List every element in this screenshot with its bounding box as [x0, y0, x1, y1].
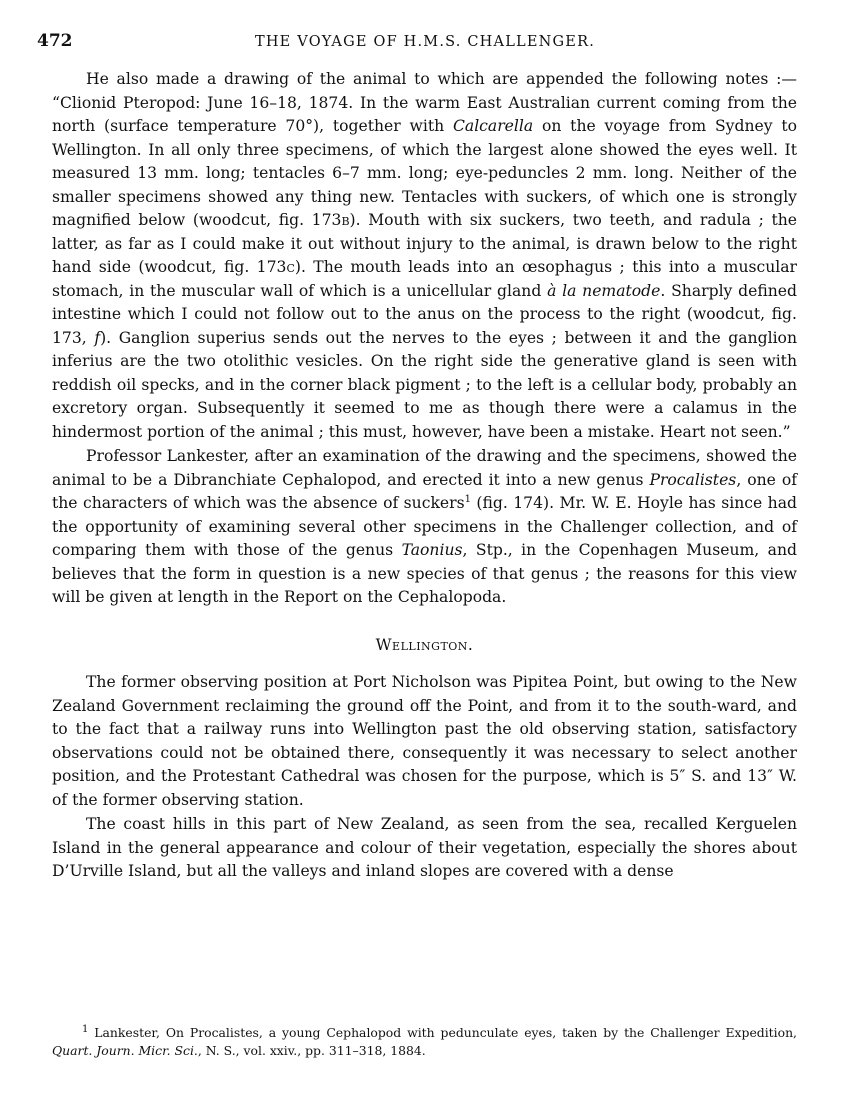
footnotes	[52, 1024, 797, 1060]
text-run: He also made a drawing of the animal to which are appended the following notes :— “Clionid Pteropod: June 16–18, 1874. In the warm East Australian current coming from the north (surface temperature 70°), together with	[52, 70, 797, 135]
italic-term: f	[94, 328, 101, 347]
page-body	[52, 68, 797, 884]
footnote-ref[interactable]: 1	[464, 493, 471, 505]
running-head: THE VOYAGE OF H.M.S. CHALLENGER.	[254, 34, 596, 50]
section-heading: Wellington.	[375, 635, 474, 654]
italic-term: Procalistes	[649, 470, 737, 489]
text-run: on the voyage from Sydney to Wellington. In all only three specimens, of which the largest alone showed the eyes well. It measured 13 mm. long; tentacles 6–7 mm. long; eye-peduncles 2 mm. long. Neither of the smaller specimens showed any thing new. Tentacles with suckers, of which one is strongly magnified below (woodcut, fig. 173	[52, 117, 797, 229]
paragraph-clionid-notes	[52, 68, 797, 444]
page-header	[37, 30, 813, 54]
paragraph-observing-position: The former observing position at Port Nicholson was Pipitea Point, but owing to the New Zealand Government reclaiming the ground off the Point, and from it to the south-ward, and to the fact that a railway runs into Wellington past the old observing station, satisfactory observations could not be obtained there, consequently it was necessary to select another position, and the Protestant Cathedral was chosen for the purpose, which is 5″ S. and 13″ W. of the former observing station.	[52, 673, 797, 809]
footnote-marker: 1	[82, 1023, 89, 1035]
footnote	[52, 1024, 797, 1060]
text-run: (fig. 174). Mr. W. E. Hoyle has since had the opportunity of examining several other specimens in the Challenger collection, and of comparing them with those of the genus	[52, 494, 797, 559]
text-run: ). Mouth with six suckers, two teeth, and radula ; the latter, as far as I could make it out without injury to the animal, is drawn below to the right hand side (woodcut, fig. 173	[52, 211, 797, 276]
text-run: Professor Lankester, after an examination of the drawing and the specimens, showed the animal to be a Dibranchiate Cephalopod, and erected it into a new genus	[52, 447, 797, 489]
text-run: , Stp., in the Copenhagen Museum, and believes that the form in question is a new species of that genus ; the reasons for this view will be given at length in the Report on the Cephalopoda.	[52, 541, 797, 606]
text-run: , one of the characters of which was the absence of suckers	[52, 470, 797, 512]
paragraph-lankester	[52, 445, 797, 610]
paragraph-coast-hills: The coast hills in this part of New Zealand, as seen from the sea, recalled Kerguelen Island in the general appearance and colour of their vegetation, especially the shores about D’Urville Island, but all the valleys and inland slopes are covered with a dense	[52, 815, 797, 880]
footnote-text: Lankester, On Procalistes, a young Cephalopod with pedunculate eyes, taken by the Challenger Expedition,	[88, 1025, 797, 1040]
text-run: . Sharply defined intestine which I could not follow out to the anus on the process to the right (woodcut, fig. 173,	[52, 281, 797, 347]
page-number: 472	[37, 31, 73, 51]
italic-term: Calcarella	[452, 117, 534, 135]
figure-letter: c	[286, 258, 295, 276]
italic-term: Taonius	[401, 541, 463, 559]
text-run: ). Ganglion superius sends out the nerves to the eyes ; between it and the ganglion inferius are the two otolithic vesicles. On the right side the generative gland is seen with reddish oil specks, and in the corner black pigment ; to the left is a cellular body, probably an excretory organ. Subsequently it seemed to me as though there were a calamus in the hindermost portion of the animal ; this must, however, have been a mistake. Heart not seen.”	[52, 328, 797, 441]
text-run: ). The mouth leads into an œsophagus ; this into a muscular stomach, in the muscular wall of which is a unicellular gland	[52, 258, 797, 300]
footnote-text: , N. S., vol. xxiv., pp. 311–318, 1884.	[197, 1043, 426, 1058]
figure-letter: b	[341, 211, 350, 229]
journal-title: Quart. Journ. Micr. Sci.	[52, 1043, 198, 1058]
italic-term: à la nematode	[547, 281, 661, 300]
